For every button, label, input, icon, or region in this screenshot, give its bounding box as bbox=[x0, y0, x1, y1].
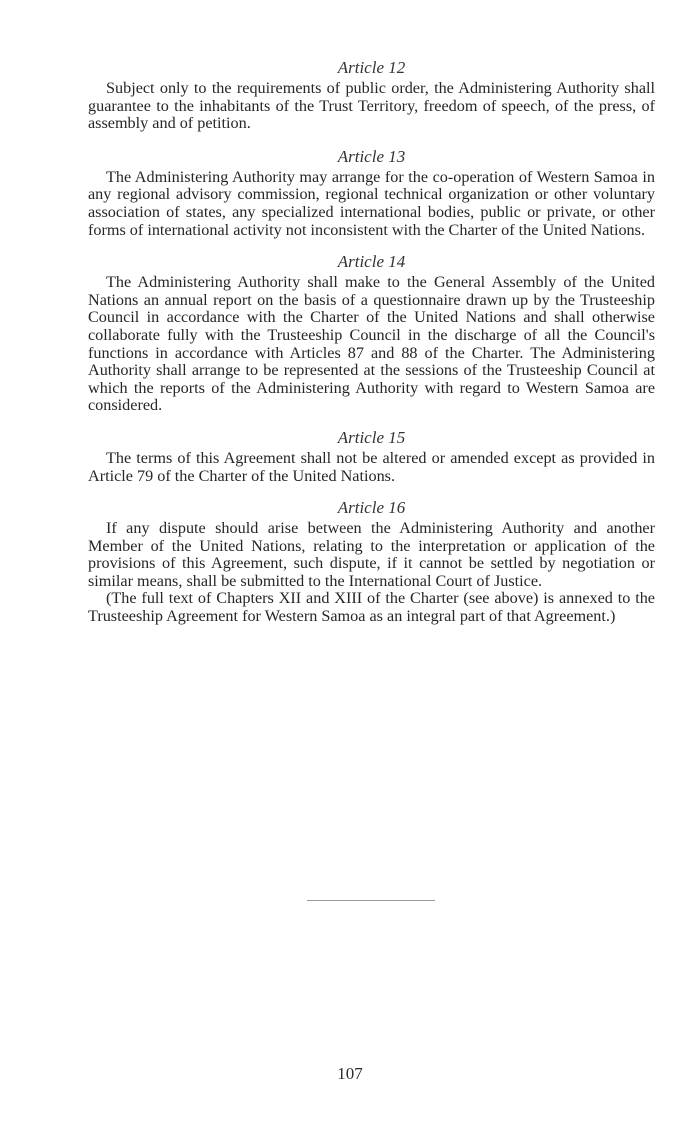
article-heading: Article 15 bbox=[337, 427, 406, 447]
article-paragraph: Subject only to the requirements of public order, the Administering Authority shall guarantee to the inhabitants of the Trust Territory, freedom of speech, of the press, of assembly and of petition. bbox=[88, 79, 655, 133]
article-paragraph: The terms of this Agreement shall not be altered or amended except as provided in Article 79 of the Charter of the United Nations. bbox=[88, 448, 655, 485]
article-paragraph: If any dispute should arise between the Administering Authority and another Member of the United Nations, relating to the interpretation or application of the provisions of this Agreement, such dispute, if it cannot be settled by negotiation or similar means, shall be submitted to the International Court of Justice. bbox=[88, 519, 655, 590]
annex-note: (The full text of Chapters XII and XIII of the Charter (see above) is annexed to the Trusteeship Agreement for Western Samoa as an integral part of that Agreement.) bbox=[88, 589, 655, 626]
article-12 bbox=[88, 58, 655, 133]
article-paragraph: The Administering Authority may arrange for the co-operation of Western Samoa in any regional advisory commission, regional technical organization or other voluntary association of states, any specialized international bodies, public or private, or other forms of international activity not inconsistent with the Charter of the United Nations. bbox=[88, 167, 655, 239]
article-heading: Article 12 bbox=[337, 58, 406, 77]
section-divider bbox=[307, 900, 435, 901]
article-paragraph: The Administering Authority shall make to the General Assembly of the United Nations an annual report on the basis of a questionnaire drawn up by the Trusteeship Council in accordance with the Charter of the United Nations and shall otherwise collaborate fully with the Trusteeship Council in the discharge of all the Council's functions in accordance with Articles 87 and 88 of the Charter. The Administering Authority shall arrange to be represented at the sessions of the Trusteeship Council at which the reports of the Administering Authority with regard to Western Samoa are considered. bbox=[88, 273, 655, 415]
article-13 bbox=[88, 147, 655, 239]
page-body bbox=[88, 58, 655, 626]
article-heading: Article 16 bbox=[337, 498, 406, 518]
article-14 bbox=[88, 252, 655, 415]
article-heading: Article 13 bbox=[337, 146, 406, 166]
article-heading: Article 14 bbox=[337, 252, 406, 272]
page-number: 107 bbox=[337, 1064, 363, 1083]
article-15 bbox=[88, 428, 655, 485]
article-16 bbox=[88, 498, 655, 626]
